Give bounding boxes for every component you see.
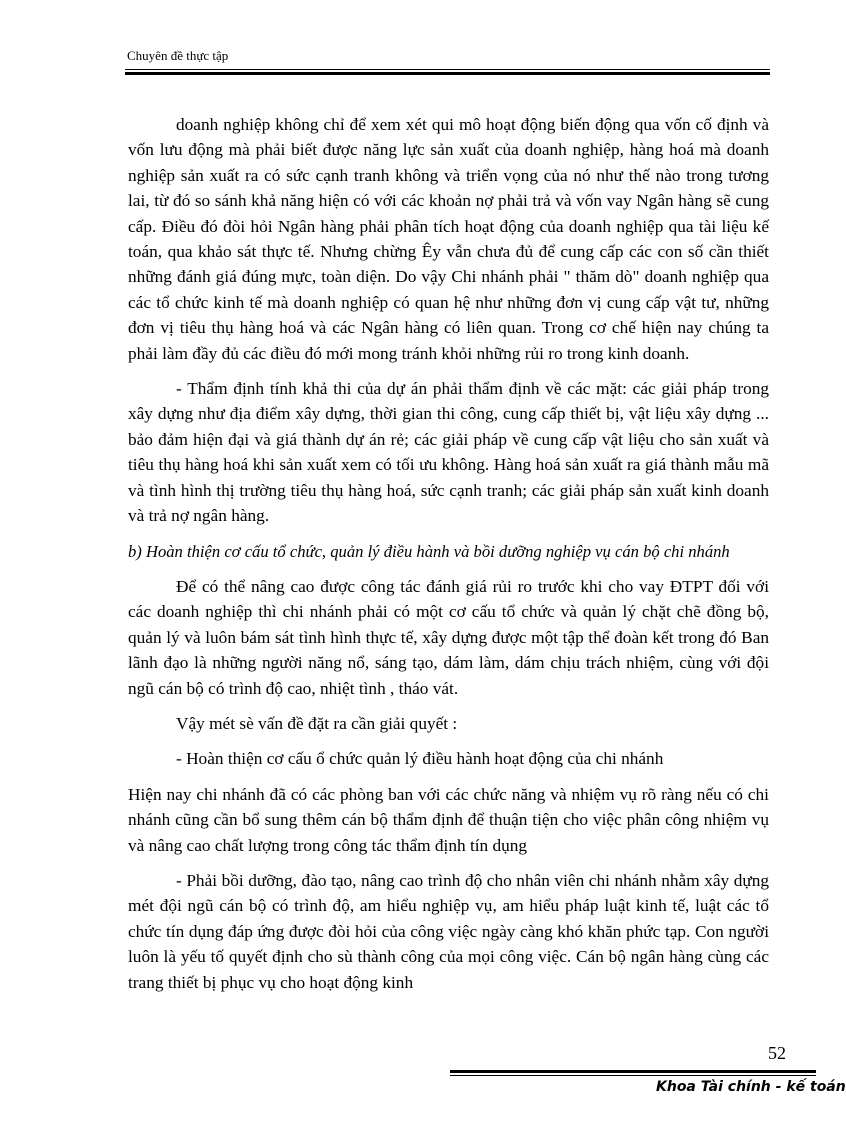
document-body [128, 112, 769, 995]
paragraph-5: - Hoàn thiện cơ cấu ổ chức quản lý điều hành hoạt động của chi nhánh [176, 749, 664, 769]
header-divider-thin [125, 69, 770, 70]
paragraph-1: doanh nghiệp không chỉ để xem xét qui mô hoạt động biến động qua vốn cố định và vốn lưu động mà phải biết được năng lực sản xuất của doanh nghiệp, hàng hoá mà doanh nghiệp sản xuất ra có sức cạnh tranh không và triển vọng của nó như thế nào trong tương lai, từ đó so sánh khả năng hiện có với các khoản nợ phải trả và vốn vay Ngân hàng sẽ cung cấp. Điều đó đòi hỏi Ngân hàng phải phân tích hoạt động của doanh nghiệp qua tài liệu kế toán, qua khảo sát thực tế. Nhưng chừng Êy vẫn chưa đủ để cung cấp các con số cần thiết những đánh giá đúng mực, toàn diện. Do vậy Chi nhánh phải " thăm dò" doanh nghiệp qua các tổ chức kinh tế mà doanh nghiệp có quan hệ như những đơn vị cung cấp vật tư, những đơn vị tiêu thụ hàng hoá và các Ngân hàng có liên quan. Trong cơ chế hiện nay chúng ta phải làm đầy đủ các điều đó mới mong tránh khỏi những rủi ro trong kinh doanh. [128, 115, 769, 363]
paragraph-7: - Phải bồi dưỡng, đào tạo, nâng cao trình độ cho nhân viên chi nhánh nhằm xây dựng mét đội ngũ cán bộ có trình độ, am hiểu nghiệp vụ, am hiểu pháp luật kinh tế, luật các tổ chức tín dụng đáp ứng được đòi hỏi của công việc ngày càng khó khăn phức tạp. Con người luôn là yếu tố quyết định cho sù thành công của mọi công việc. Cán bộ ngân hàng cùng các trang thiết bị phục vụ cho hoạt động kinh [128, 870, 769, 992]
footer-department: Khoa Tài chính - kế toán [656, 1079, 846, 1095]
document-title: Chuyên đề thực tập [127, 48, 229, 63]
footer-divider-thin [450, 1075, 816, 1076]
paragraph-6: Hiện nay chi nhánh đã có các phòng ban với các chức năng và nhiệm vụ rõ ràng nếu có chi nhánh cũng cần bổ sung thêm cán bộ thẩm định để thuận tiện cho việc phân công nhiệm vụ và nâng cao chất lượng trong công tác thẩm định tín dụng [128, 784, 769, 855]
paragraph-3: Để có thể nâng cao được công tác đánh giá rủi ro trước khi cho vay ĐTPT đối với các doanh nghiệp thì chi nhánh phải có một cơ cấu tổ chức và quản lý chặt chẽ đồng bộ, quản lý và luôn bám sát tình hình thực tế, xây dựng được một tập thể đoàn kết trong đó Ban lãnh đạo là những người năng nổ, sáng tạo, dám làm, dám chịu trách nhiệm, cùng với đội ngũ cán bộ có trình độ cao, nhiệt tình , tháo vát. [128, 576, 769, 698]
page-number: 52 [768, 1043, 786, 1063]
footer-divider-thick [450, 1070, 816, 1073]
header-divider-thick [125, 72, 770, 75]
section-heading: b) Hoàn thiện cơ cấu tổ chức, quản lý điều hành và bồi dưỡng nghiệp vụ cán bộ chi nhánh [128, 541, 730, 561]
paragraph-4: Vậy mét sè vấn đề đặt ra cần giải quyết : [176, 713, 458, 733]
paragraph-2: - Thẩm định tính khả thi của dự án phải thẩm định về các mặt: các giải pháp trong xây dựng như địa điểm xây dựng, thời gian thi công, cung cấp thiết bị, vật liệu xây dựng ... bảo đảm hiện đại và giá thành dự án rẻ; các giải pháp về cung cấp vật liệu cho sản xuất và tiêu thụ hàng hoá khi sản xuất xem có tối ưu không. Hàng hoá sản xuất ra giá thành mẫu mã và tình hình thị trường tiêu thụ hàng hoá, sức cạnh tranh; các giải pháp sản xuất kinh doanh và trả nợ ngân hàng. [128, 379, 769, 526]
